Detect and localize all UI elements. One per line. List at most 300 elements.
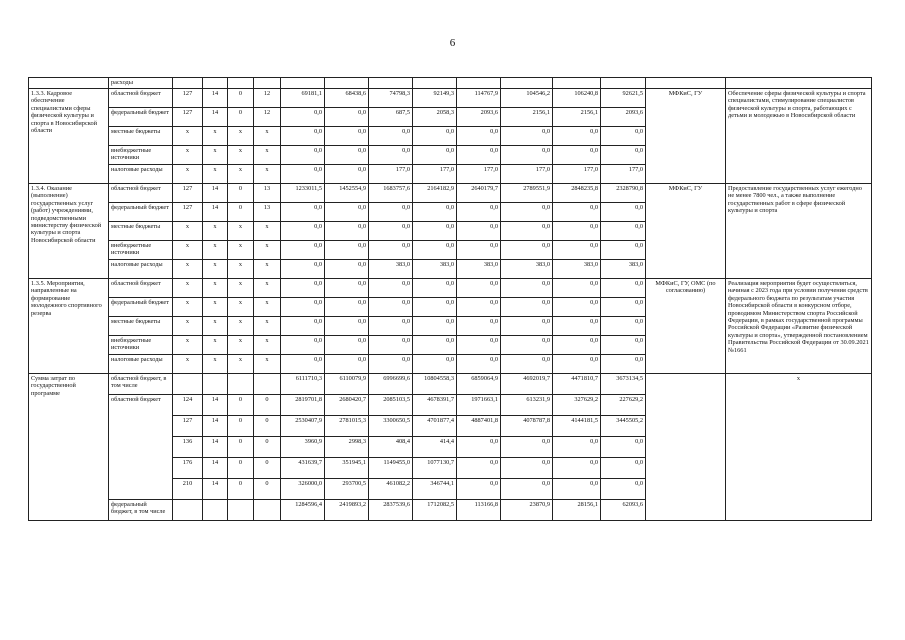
code-cell: 0 [254, 437, 281, 458]
value-cell: 2789551,9 [501, 184, 553, 203]
value-cell: 0,0 [601, 279, 646, 298]
funding-source: областной бюджет [109, 184, 173, 203]
value-cell: 408,4 [369, 437, 413, 458]
funding-source: налоговые расходы [109, 355, 173, 374]
code-cell: x [228, 146, 254, 165]
code-cell: x [228, 279, 254, 298]
funding-source: налоговые расходы [109, 260, 173, 279]
code-cell: x [203, 241, 228, 260]
code-cell: 14 [203, 108, 228, 127]
result-cell: x [726, 374, 872, 521]
value-cell: 0,0 [413, 241, 457, 260]
value-cell: 74798,3 [369, 89, 413, 108]
code-cell: 127 [173, 184, 203, 203]
funding-source: федеральный бюджет [109, 298, 173, 317]
code-cell: 0 [228, 89, 254, 108]
value-cell: 0,0 [457, 241, 501, 260]
funding-source: местные бюджеты [109, 127, 173, 146]
value-cell: 0,0 [325, 260, 369, 279]
value-cell: 177,0 [601, 165, 646, 184]
value-cell: 0,0 [601, 203, 646, 222]
code-cell: x [254, 298, 281, 317]
value-cell: 177,0 [413, 165, 457, 184]
value-cell: 0,0 [553, 479, 601, 500]
code-cell: 0 [228, 437, 254, 458]
value-cell: 0,0 [601, 355, 646, 374]
value-cell: 2093,6 [601, 108, 646, 127]
code-cell: x [173, 165, 203, 184]
value-cell: 2085103,5 [369, 395, 413, 416]
value-cell: 0,0 [601, 317, 646, 336]
value-cell: 2156,1 [501, 108, 553, 127]
value-cell: 0,0 [553, 127, 601, 146]
value-cell: 3300650,5 [369, 416, 413, 437]
value-cell: 92621,5 [601, 89, 646, 108]
value-cell: 0,0 [413, 298, 457, 317]
code-cell: x [173, 222, 203, 241]
code-cell: 127 [173, 89, 203, 108]
value-cell: 3673134,5 [601, 374, 646, 395]
code-cell [254, 374, 281, 395]
value-cell: 177,0 [369, 165, 413, 184]
code-cell: 12 [254, 89, 281, 108]
value-cell: 6110079,9 [325, 374, 369, 395]
empty-cell [646, 78, 726, 89]
value-cell: 0,0 [601, 479, 646, 500]
code-cell: 14 [203, 416, 228, 437]
code-cell [228, 500, 254, 521]
value-cell: 2328790,8 [601, 184, 646, 203]
funding-source: областной бюджет, в том числе [109, 374, 173, 395]
value-cell: 0,0 [369, 203, 413, 222]
code-cell: x [173, 317, 203, 336]
code-cell: x [173, 260, 203, 279]
empty-cell [228, 78, 254, 89]
value-cell: 0,0 [325, 108, 369, 127]
value-cell: 106240,8 [553, 89, 601, 108]
value-cell: 0,0 [413, 222, 457, 241]
code-cell: 0 [228, 108, 254, 127]
code-cell: 14 [203, 203, 228, 222]
code-cell: 0 [228, 184, 254, 203]
value-cell: 346744,1 [413, 479, 457, 500]
funding-source: областной бюджет [109, 89, 173, 108]
value-cell: 0,0 [413, 355, 457, 374]
label-cell [29, 78, 109, 89]
code-cell: 12 [254, 108, 281, 127]
value-cell: 0,0 [501, 317, 553, 336]
value-cell: 0,0 [601, 127, 646, 146]
value-cell: 2093,6 [457, 108, 501, 127]
value-cell: 0,0 [281, 108, 325, 127]
value-cell: 0,0 [281, 279, 325, 298]
value-cell: 0,0 [601, 222, 646, 241]
value-cell: 1452554,9 [325, 184, 369, 203]
result-cell: Реализация мероприятия будет осуществляться, начиная с 2023 года при условии получения средств федерального бюджета по результатам участия Новосибирской области в конкурсном отборе, проводимом Министерством спорта Российской Федерации, в рамках государственной программы Российской Федерации «Развитие физической культуры и спорта», утвержденной постановлением Правительства Российской Федерации от 30.09.2021 №1661 [726, 279, 872, 374]
empty-cell [369, 78, 413, 89]
code-cell: x [254, 336, 281, 355]
value-cell: 0,0 [281, 298, 325, 317]
value-cell: 0,0 [553, 437, 601, 458]
code-cell [254, 500, 281, 521]
funding-source: федеральный бюджет, в том числе [109, 500, 173, 521]
funding-source: местные бюджеты [109, 222, 173, 241]
value-cell: 0,0 [553, 203, 601, 222]
value-cell: 1149455,0 [369, 458, 413, 479]
code-cell: 14 [203, 458, 228, 479]
value-cell: 0,0 [325, 355, 369, 374]
value-cell: 0,0 [369, 336, 413, 355]
value-cell: 69181,1 [281, 89, 325, 108]
value-cell: 0,0 [457, 203, 501, 222]
code-cell: x [173, 336, 203, 355]
code-cell: x [254, 355, 281, 374]
value-cell: 0,0 [369, 127, 413, 146]
value-cell: 4701877,4 [413, 416, 457, 437]
value-cell: 1077130,7 [413, 458, 457, 479]
code-cell: x [254, 260, 281, 279]
value-cell: 1683757,6 [369, 184, 413, 203]
code-cell: 210 [173, 479, 203, 500]
empty-cell [203, 78, 228, 89]
funding-source: областной бюджет [109, 279, 173, 298]
code-cell: x [254, 317, 281, 336]
code-cell: 14 [203, 184, 228, 203]
value-cell: 23870,9 [501, 500, 553, 521]
code-cell: x [228, 127, 254, 146]
value-cell: 0,0 [501, 336, 553, 355]
value-cell: 104546,2 [501, 89, 553, 108]
value-cell: 0,0 [457, 336, 501, 355]
value-cell: 0,0 [501, 298, 553, 317]
code-cell: x [203, 146, 228, 165]
value-cell: 0,0 [457, 127, 501, 146]
code-cell: x [228, 336, 254, 355]
code-cell: x [254, 127, 281, 146]
code-cell: x [228, 355, 254, 374]
code-cell [173, 500, 203, 521]
table-row [29, 78, 872, 89]
value-cell: 1284596,4 [281, 500, 325, 521]
code-cell: 136 [173, 437, 203, 458]
code-cell: 127 [173, 416, 203, 437]
empty-cell [173, 78, 203, 89]
value-cell: 4144181,5 [553, 416, 601, 437]
code-cell: x [228, 241, 254, 260]
value-cell: 114767,9 [457, 89, 501, 108]
value-cell: 2156,1 [553, 108, 601, 127]
summary-label: Сумма затрат по государственной программе [29, 374, 109, 521]
empty-cell [457, 78, 501, 89]
value-cell: 0,0 [325, 279, 369, 298]
value-cell: 0,0 [413, 146, 457, 165]
measure-label: 1.3.5. Мероприятия, направленные на формирование молодежного спортивного резерва [29, 279, 109, 374]
value-cell: 0,0 [553, 355, 601, 374]
code-cell: 0 [254, 479, 281, 500]
value-cell: 2640179,7 [457, 184, 501, 203]
value-cell: 0,0 [457, 146, 501, 165]
value-cell: 0,0 [457, 279, 501, 298]
value-cell: 0,0 [281, 260, 325, 279]
code-cell: x [203, 127, 228, 146]
code-cell: x [228, 298, 254, 317]
value-cell: 0,0 [457, 222, 501, 241]
value-cell: 28156,1 [553, 500, 601, 521]
code-cell: 0 [228, 479, 254, 500]
value-cell: 0,0 [413, 279, 457, 298]
code-cell: 13 [254, 184, 281, 203]
funding-source: внебюджетные источники [109, 336, 173, 355]
code-cell: 127 [173, 203, 203, 222]
value-cell: 0,0 [501, 355, 553, 374]
value-cell: 687,5 [369, 108, 413, 127]
value-cell: 383,0 [601, 260, 646, 279]
value-cell: 2781015,3 [325, 416, 369, 437]
value-cell: 0,0 [553, 146, 601, 165]
code-cell [203, 374, 228, 395]
measure-label: 1.3.3. Кадровое обеспечение специалистами сферы физической культуры и спорта в Новосибирской области [29, 89, 109, 184]
code-cell: 14 [203, 395, 228, 416]
value-cell: 4692019,7 [501, 374, 553, 395]
code-cell: x [228, 222, 254, 241]
code-cell: x [173, 355, 203, 374]
code-cell: x [254, 146, 281, 165]
value-cell: 0,0 [501, 146, 553, 165]
funding-source: внебюджетные источники [109, 146, 173, 165]
measure-label: 1.3.4. Оказание (выполнение) государственных услуг (работ) учреждениями, подведомственными министерству физической культуры и спорта Новосибирской области [29, 184, 109, 279]
executor-cell [646, 374, 726, 521]
code-cell: 0 [228, 416, 254, 437]
value-cell: 0,0 [457, 479, 501, 500]
value-cell: 0,0 [501, 458, 553, 479]
code-cell: x [173, 146, 203, 165]
empty-cell [254, 78, 281, 89]
budget-table [28, 77, 872, 521]
value-cell: 383,0 [501, 260, 553, 279]
value-cell: 4471810,7 [553, 374, 601, 395]
value-cell: 0,0 [325, 241, 369, 260]
value-cell: 3445505,2 [601, 416, 646, 437]
value-cell: 0,0 [281, 146, 325, 165]
code-cell: x [173, 279, 203, 298]
table-row [29, 184, 872, 203]
code-cell: 14 [203, 89, 228, 108]
value-cell: 4887401,8 [457, 416, 501, 437]
value-cell: 0,0 [413, 317, 457, 336]
value-cell: 293700,5 [325, 479, 369, 500]
code-cell: x [254, 241, 281, 260]
code-cell: x [203, 336, 228, 355]
code-cell: x [203, 317, 228, 336]
value-cell: 2419893,2 [325, 500, 369, 521]
value-cell: 2058,3 [413, 108, 457, 127]
value-cell: 4078787,8 [501, 416, 553, 437]
value-cell: 431639,7 [281, 458, 325, 479]
value-cell: 0,0 [601, 336, 646, 355]
value-cell: 0,0 [553, 241, 601, 260]
code-cell [203, 500, 228, 521]
value-cell: 0,0 [601, 298, 646, 317]
value-cell: 0,0 [325, 317, 369, 336]
funding-source: областной бюджет [109, 395, 173, 500]
value-cell: 0,0 [553, 336, 601, 355]
value-cell: 0,0 [281, 222, 325, 241]
code-cell: 0 [228, 458, 254, 479]
table-row [29, 374, 872, 395]
value-cell: 414,4 [413, 437, 457, 458]
value-cell: 0,0 [553, 222, 601, 241]
value-cell: 461082,2 [369, 479, 413, 500]
value-cell: 0,0 [501, 222, 553, 241]
code-cell: x [228, 165, 254, 184]
source-cell: расходы [109, 78, 173, 89]
code-cell: x [228, 260, 254, 279]
executor-cell: МФКиС, ГУ [646, 89, 726, 184]
funding-source: внебюджетные источники [109, 241, 173, 260]
value-cell: 0,0 [601, 241, 646, 260]
value-cell: 0,0 [369, 222, 413, 241]
funding-source: федеральный бюджет [109, 108, 173, 127]
value-cell: 0,0 [369, 279, 413, 298]
value-cell: 0,0 [369, 298, 413, 317]
value-cell: 0,0 [457, 317, 501, 336]
empty-cell [413, 78, 457, 89]
value-cell: 0,0 [369, 355, 413, 374]
value-cell: 0,0 [369, 146, 413, 165]
value-cell: 177,0 [501, 165, 553, 184]
value-cell: 0,0 [281, 127, 325, 146]
value-cell: 2848235,8 [553, 184, 601, 203]
value-cell: 0,0 [325, 298, 369, 317]
code-cell: x [228, 317, 254, 336]
value-cell: 0,0 [325, 127, 369, 146]
executor-cell: МФКиС, ГУ, ОМС (по согласованию) [646, 279, 726, 374]
value-cell: 6859064,9 [457, 374, 501, 395]
value-cell: 0,0 [601, 437, 646, 458]
value-cell: 2837539,6 [369, 500, 413, 521]
value-cell: 0,0 [325, 203, 369, 222]
code-cell: 0 [228, 203, 254, 222]
code-cell: 176 [173, 458, 203, 479]
value-cell: 1971663,1 [457, 395, 501, 416]
value-cell: 0,0 [413, 203, 457, 222]
value-cell: 6996699,6 [369, 374, 413, 395]
value-cell: 0,0 [601, 458, 646, 479]
code-cell: x [254, 279, 281, 298]
value-cell: 0,0 [457, 437, 501, 458]
value-cell: 2998,3 [325, 437, 369, 458]
code-cell: x [203, 298, 228, 317]
empty-cell [726, 78, 872, 89]
value-cell: 113166,8 [457, 500, 501, 521]
funding-source: федеральный бюджет [109, 203, 173, 222]
code-cell: x [173, 127, 203, 146]
value-cell: 0,0 [553, 458, 601, 479]
value-cell: 177,0 [553, 165, 601, 184]
value-cell: 327629,2 [553, 395, 601, 416]
value-cell: 0,0 [553, 279, 601, 298]
empty-cell [501, 78, 553, 89]
empty-cell [281, 78, 325, 89]
value-cell: 383,0 [553, 260, 601, 279]
value-cell: 0,0 [457, 458, 501, 479]
value-cell: 0,0 [413, 336, 457, 355]
value-cell: 0,0 [369, 241, 413, 260]
code-cell: 0 [254, 416, 281, 437]
value-cell: 0,0 [281, 165, 325, 184]
page-number: 6 [449, 37, 456, 49]
code-cell: 14 [203, 437, 228, 458]
value-cell: 0,0 [325, 222, 369, 241]
value-cell: 0,0 [601, 146, 646, 165]
code-cell [173, 374, 203, 395]
code-cell: x [173, 298, 203, 317]
empty-cell [601, 78, 646, 89]
value-cell: 383,0 [457, 260, 501, 279]
value-cell: 0,0 [501, 203, 553, 222]
value-cell: 0,0 [281, 336, 325, 355]
result-cell: Предоставление государственных услуг ежегодно не менее 7800 чел., а также выполнение государственных работ в сфере физической культуры и спорта [726, 184, 872, 279]
code-cell: 14 [203, 479, 228, 500]
code-cell [228, 374, 254, 395]
value-cell: 0,0 [501, 241, 553, 260]
code-cell: x [203, 222, 228, 241]
value-cell: 0,0 [457, 355, 501, 374]
value-cell: 6111710,3 [281, 374, 325, 395]
empty-cell [325, 78, 369, 89]
value-cell: 0,0 [553, 298, 601, 317]
value-cell: 177,0 [457, 165, 501, 184]
code-cell: 0 [254, 395, 281, 416]
value-cell: 92149,3 [413, 89, 457, 108]
value-cell: 383,0 [369, 260, 413, 279]
funding-source: местные бюджеты [109, 317, 173, 336]
value-cell: 0,0 [369, 317, 413, 336]
value-cell: 2819701,8 [281, 395, 325, 416]
value-cell: 3960,9 [281, 437, 325, 458]
value-cell: 0,0 [325, 165, 369, 184]
value-cell: 0,0 [501, 127, 553, 146]
table-row [29, 279, 872, 298]
value-cell: 383,0 [413, 260, 457, 279]
empty-cell [553, 78, 601, 89]
value-cell: 62093,6 [601, 500, 646, 521]
value-cell: 0,0 [281, 203, 325, 222]
value-cell: 2164182,9 [413, 184, 457, 203]
executor-cell: МФКиС, ГУ [646, 184, 726, 279]
code-cell: 124 [173, 395, 203, 416]
value-cell: 351945,1 [325, 458, 369, 479]
value-cell: 0,0 [501, 437, 553, 458]
code-cell: x [173, 241, 203, 260]
value-cell: 0,0 [501, 279, 553, 298]
value-cell: 68438,6 [325, 89, 369, 108]
code-cell: x [203, 260, 228, 279]
value-cell: 0,0 [457, 298, 501, 317]
code-cell: x [203, 355, 228, 374]
value-cell: 2680420,7 [325, 395, 369, 416]
value-cell: 613231,9 [501, 395, 553, 416]
code-cell: 13 [254, 203, 281, 222]
value-cell: 2530407,9 [281, 416, 325, 437]
code-cell: 127 [173, 108, 203, 127]
value-cell: 0,0 [553, 317, 601, 336]
result-cell: Обеспечение сферы физической культуры и спорта специалистами, стимулирование специалистов физической культуры и спорта, работающих с детьми и молодежью в Новосибирской области [726, 89, 872, 184]
code-cell: 0 [254, 458, 281, 479]
value-cell: 1233011,5 [281, 184, 325, 203]
value-cell: 0,0 [413, 127, 457, 146]
value-cell: 10804558,3 [413, 374, 457, 395]
